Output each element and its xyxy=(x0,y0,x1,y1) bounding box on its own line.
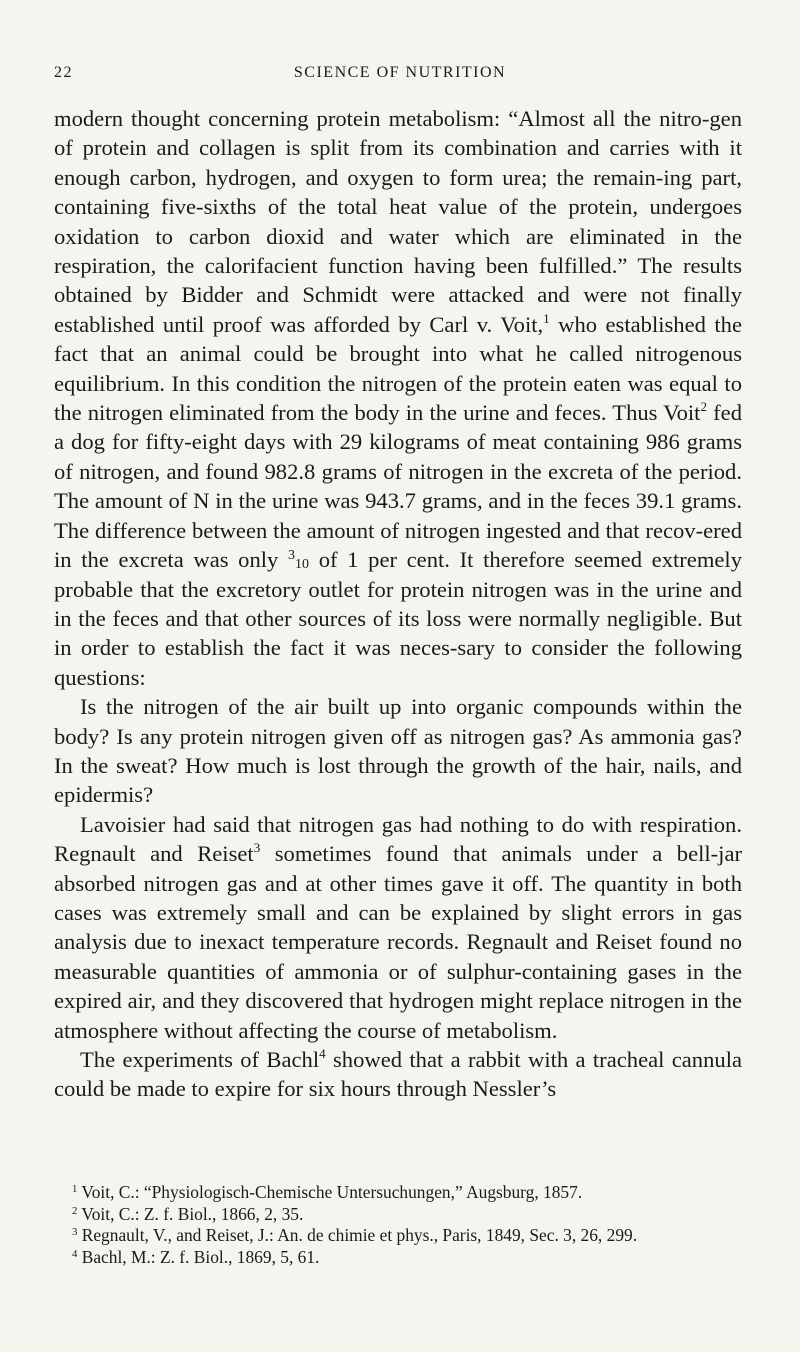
paragraph: Lavoisier had said that nitrogen gas had nothing to do with respiration. Regnault and Reiset$^3$ sometimes found that animals under a bell-jar absorbed nitrogen gas and at other times gave it off. The quantity in both cases was extremely small and can be explained by slight errors in gas analysis due to inexact temperature records. Regnault and Reiset found no measurable quantities of ammonia or of sulphur-containing gases in the expired air, and they discovered that hydrogen might replace nitrogen in the atmosphere without affecting the course of metabolism. xyxy=(54,811,742,1043)
footnote: $^1$ Voit, C.: “Physiologisch-Chemische Untersuchungen,” Augsburg, 1857. xyxy=(72,1182,583,1202)
footnote-ref: 4 xyxy=(319,1046,326,1062)
footnote: $^2$ Voit, C.: Z. f. Biol., 1866, 2, 35. xyxy=(72,1203,304,1224)
body-text xyxy=(54,104,742,1104)
paragraph: The experiments of Bachl$^4$ showed that a rabbit with a tracheal cannula could be made to expire for six hours through Nessler’s xyxy=(54,1046,742,1102)
running-title: SCIENCE OF NUTRITION xyxy=(293,64,507,81)
footnote: $^4$ Bachl, M.: Z. f. Biol., 1869, 5, 61. xyxy=(72,1246,320,1267)
page-header xyxy=(54,64,746,86)
paragraph: Is the nitrogen of the air built up into organic compounds within the body? Is any protein nitrogen given off as nitrogen gas? As ammonia gas? In the sweat? How much is lost through the growth of the hair, nails, and epidermis? xyxy=(54,694,742,808)
page-number: 22 xyxy=(54,64,73,81)
footnote-ref: 3 xyxy=(253,840,261,856)
fraction: 310 xyxy=(288,548,310,572)
footnote-ref: 1 xyxy=(543,310,550,326)
footnotes xyxy=(54,1182,742,1268)
paragraph: modern thought concerning protein metabolism: “Almost all the nitro-gen of protein and collagen is split from its combination and carries with it enough carbon, hydrogen, and oxygen to form urea; the remain-ing part, containing five-sixths of the total heat value of the protein, undergoes oxidation to carbon dioxid and water which are eliminated in the respiration, the calorifacient function having been fulfilled.” The results obtained by Bidder and Schmidt were attacked and were not finally established until proof was afforded by Carl v. Voit,$^1$ who established the fact that an animal could be brought into what he called nitrogenous equilibrium. In this condition the nitrogen of the protein eaten was equal to the nitrogen eliminated from the body in the urine and feces. Thus Voit$^2$ fed a dog for fifty-eight days with 29 kilograms of meat containing 986 grams of nitrogen, and found 982.8 grams of nitrogen in the excreta of the period. The amount of N in the urine was 943.7 grams, and in the feces 39.1 grams. The difference between the amount of nitrogen ingested and that recov-ered in the excreta was only 310 of 1 per cent. It therefore seemed extremely probable that the excretory outlet for protein nitrogen was in the urine and in the feces and that other sources of its loss were normally negligible. But in order to establish the fact it was neces-sary to consider the following questions: xyxy=(54,106,743,690)
footnote-ref: 2 xyxy=(700,399,708,415)
footnote: $^3$ Regnault, V., and Reiset, J.: An. de chimie et phys., Paris, 1849, Sec. 3, 26, 299. xyxy=(72,1225,638,1246)
